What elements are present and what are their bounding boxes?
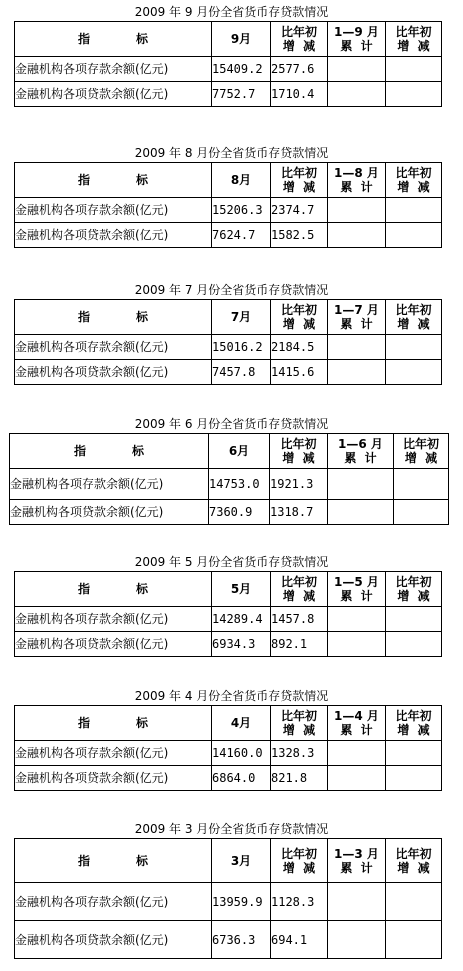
- cumulative-value: [328, 82, 386, 107]
- report-table: [14, 571, 442, 657]
- cumulative-value: [328, 360, 386, 385]
- row-label-loans: 金融机构各项贷款余额(亿元): [15, 921, 212, 959]
- table-row: [15, 335, 442, 360]
- row-label-deposits: 金融机构各项存款余额(亿元): [15, 883, 212, 921]
- cumulative-change-value: [394, 500, 449, 525]
- cumulative-value: [328, 223, 386, 248]
- row-label-loans: 金融机构各项贷款余额(亿元): [15, 82, 212, 107]
- report-table: [14, 838, 442, 959]
- report-table: [14, 162, 442, 248]
- table-row: [15, 607, 442, 632]
- report-title: 2009 年 9 月份全省货币存贷款情况: [134, 5, 329, 19]
- cumulative-value: [328, 741, 386, 766]
- report-table: [9, 433, 449, 525]
- cumulative-change-value: [386, 223, 442, 248]
- month-value: 7360.9: [209, 500, 270, 525]
- cumulative-change-header: 比年初 增 减: [386, 163, 442, 198]
- month-value: 6864.0: [212, 766, 271, 791]
- report-title: 2009 年 7 月份全省货币存贷款情况: [134, 283, 329, 297]
- indicator-header: 指 标: [15, 839, 212, 883]
- cumulative-change-value: [394, 469, 449, 500]
- change-value: 892.1: [271, 632, 328, 657]
- report-title: 2009 年 5 月份全省货币存贷款情况: [134, 555, 329, 569]
- change-header: 比年初 增 减: [271, 300, 328, 335]
- table-row: [15, 741, 442, 766]
- change-value: 1921.3: [270, 469, 328, 500]
- cumulative-change-value: [386, 921, 442, 959]
- table-row: [10, 500, 449, 525]
- month-header: 5月: [212, 572, 271, 607]
- row-label-deposits: 金融机构各项存款余额(亿元): [15, 741, 212, 766]
- month-header: 6月: [209, 434, 270, 469]
- table-row: [15, 223, 442, 248]
- month-header: 7月: [212, 300, 271, 335]
- change-value: 2374.7: [271, 198, 328, 223]
- indicator-header: 指 标: [10, 434, 209, 469]
- cumulative-change-value: [386, 766, 442, 791]
- table-row: [15, 766, 442, 791]
- report-table: [14, 21, 442, 107]
- change-header: 比年初 增 减: [271, 839, 328, 883]
- row-label-deposits: 金融机构各项存款余额(亿元): [15, 335, 212, 360]
- cumulative-change-header: 比年初 增 减: [386, 839, 442, 883]
- row-label-deposits: 金融机构各项存款余额(亿元): [15, 198, 212, 223]
- cumulative-change-value: [386, 632, 442, 657]
- report-title: 2009 年 3 月份全省货币存贷款情况: [134, 822, 329, 836]
- change-value: 1128.3: [271, 883, 328, 921]
- cumulative-change-value: [386, 360, 442, 385]
- cumulative-value: [328, 921, 386, 959]
- month-value: 14160.0: [212, 741, 271, 766]
- table-row: [15, 632, 442, 657]
- cumulative-header: 1—6 月 累 计: [328, 434, 394, 469]
- indicator-header: 指 标: [15, 22, 212, 57]
- month-value: 15016.2: [212, 335, 271, 360]
- cumulative-change-header: 比年初 增 减: [386, 300, 442, 335]
- table-row: [15, 57, 442, 82]
- month-header: 4月: [212, 706, 271, 741]
- change-header: 比年初 增 减: [271, 22, 328, 57]
- month-value: 7752.7: [212, 82, 271, 107]
- indicator-header: 指 标: [15, 163, 212, 198]
- cumulative-header: 1—9 月 累 计: [328, 22, 386, 57]
- month-header: 9月: [212, 22, 271, 57]
- table-row: [15, 921, 442, 959]
- report-table: [14, 299, 442, 385]
- indicator-header: 指 标: [15, 300, 212, 335]
- cumulative-header: 1—5 月 累 计: [328, 572, 386, 607]
- month-value: 7457.8: [212, 360, 271, 385]
- header-row: [10, 434, 449, 469]
- change-value: 1415.6: [271, 360, 328, 385]
- month-value: 15206.3: [212, 198, 271, 223]
- cumulative-value: [328, 883, 386, 921]
- table-row: [15, 198, 442, 223]
- header-row: [15, 839, 442, 883]
- row-label-loans: 金融机构各项贷款余额(亿元): [15, 632, 212, 657]
- cumulative-header: 1—7 月 累 计: [328, 300, 386, 335]
- indicator-header: 指 标: [15, 572, 212, 607]
- change-value: 1457.8: [271, 607, 328, 632]
- change-value: 694.1: [271, 921, 328, 959]
- row-label-deposits: 金融机构各项存款余额(亿元): [10, 469, 209, 500]
- row-label-deposits: 金融机构各项存款余额(亿元): [15, 57, 212, 82]
- cumulative-value: [328, 469, 394, 500]
- cumulative-header: 1—3 月 累 计: [328, 839, 386, 883]
- cumulative-value: [328, 632, 386, 657]
- change-header: 比年初 增 减: [270, 434, 328, 469]
- change-value: 1710.4: [271, 82, 328, 107]
- cumulative-value: [328, 57, 386, 82]
- change-header: 比年初 增 减: [271, 572, 328, 607]
- cumulative-change-header: 比年初 增 减: [386, 22, 442, 57]
- row-label-loans: 金融机构各项贷款余额(亿元): [15, 223, 212, 248]
- change-value: 1582.5: [271, 223, 328, 248]
- cumulative-change-header: 比年初 增 减: [394, 434, 449, 469]
- table-row: [10, 469, 449, 500]
- row-label-deposits: 金融机构各项存款余额(亿元): [15, 607, 212, 632]
- indicator-header: 指 标: [15, 706, 212, 741]
- month-value: 15409.2: [212, 57, 271, 82]
- cumulative-change-value: [386, 607, 442, 632]
- row-label-loans: 金融机构各项贷款余额(亿元): [15, 360, 212, 385]
- month-value: 14753.0: [209, 469, 270, 500]
- header-row: [15, 572, 442, 607]
- cumulative-change-value: [386, 82, 442, 107]
- report-title: 2009 年 8 月份全省货币存贷款情况: [134, 146, 329, 160]
- report-title: 2009 年 6 月份全省货币存贷款情况: [134, 417, 329, 431]
- month-header: 8月: [212, 163, 271, 198]
- report-title: 2009 年 4 月份全省货币存贷款情况: [134, 689, 329, 703]
- change-value: 1318.7: [270, 500, 328, 525]
- month-value: 6736.3: [212, 921, 271, 959]
- change-value: 821.8: [271, 766, 328, 791]
- report-table: [14, 705, 442, 791]
- month-value: 14289.4: [212, 607, 271, 632]
- change-header: 比年初 增 减: [271, 706, 328, 741]
- cumulative-change-value: [386, 198, 442, 223]
- cumulative-change-value: [386, 335, 442, 360]
- change-header: 比年初 增 减: [271, 163, 328, 198]
- header-row: [15, 300, 442, 335]
- change-value: 2577.6: [271, 57, 328, 82]
- cumulative-value: [328, 607, 386, 632]
- change-value: 2184.5: [271, 335, 328, 360]
- header-row: [15, 22, 442, 57]
- month-value: 6934.3: [212, 632, 271, 657]
- month-header: 3月: [212, 839, 271, 883]
- table-row: [15, 360, 442, 385]
- cumulative-value: [328, 198, 386, 223]
- month-value: 13959.9: [212, 883, 271, 921]
- cumulative-value: [328, 500, 394, 525]
- header-row: [15, 706, 442, 741]
- cumulative-change-header: 比年初 增 减: [386, 706, 442, 741]
- cumulative-change-header: 比年初 增 减: [386, 572, 442, 607]
- cumulative-header: 1—8 月 累 计: [328, 163, 386, 198]
- table-row: [15, 883, 442, 921]
- cumulative-header: 1—4 月 累 计: [328, 706, 386, 741]
- row-label-loans: 金融机构各项贷款余额(亿元): [15, 766, 212, 791]
- cumulative-value: [328, 335, 386, 360]
- cumulative-value: [328, 766, 386, 791]
- row-label-loans: 金融机构各项贷款余额(亿元): [10, 500, 209, 525]
- cumulative-change-value: [386, 57, 442, 82]
- month-value: 7624.7: [212, 223, 271, 248]
- cumulative-change-value: [386, 883, 442, 921]
- table-row: [15, 82, 442, 107]
- change-value: 1328.3: [271, 741, 328, 766]
- header-row: [15, 163, 442, 198]
- cumulative-change-value: [386, 741, 442, 766]
